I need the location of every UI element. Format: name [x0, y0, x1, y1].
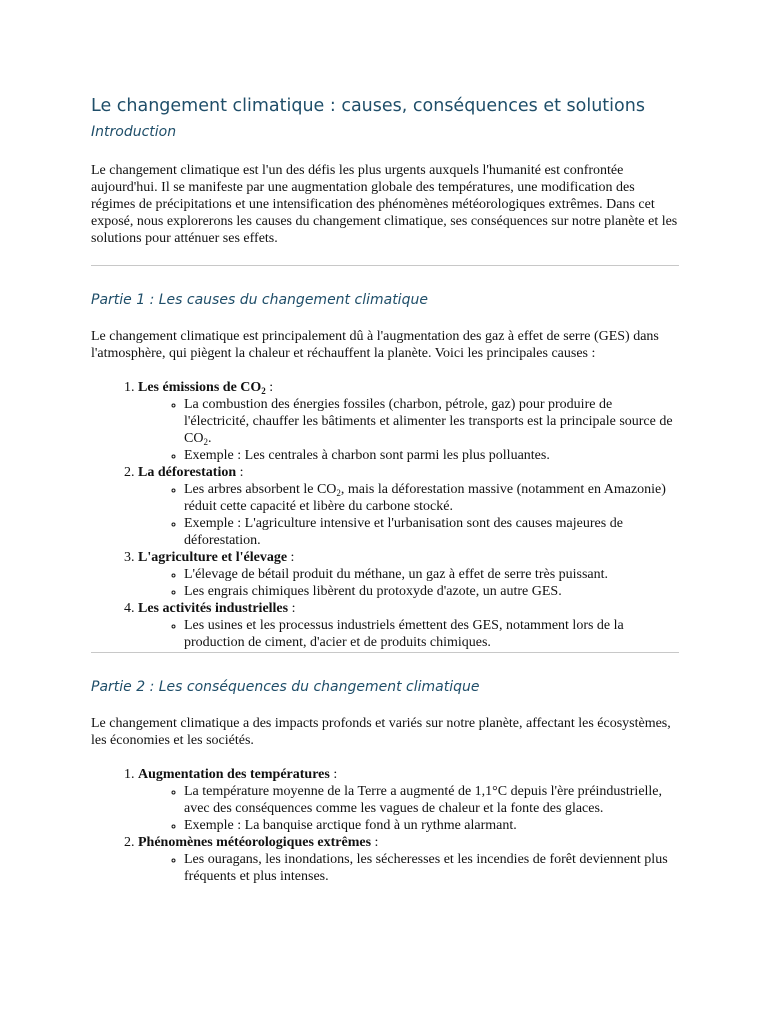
item-title: Phénomènes météorologiques extrêmes	[138, 835, 372, 850]
item-title: L'agriculture et l'élevage	[138, 550, 288, 565]
sub-list	[138, 481, 679, 549]
document-content	[91, 95, 679, 885]
sub-list-item: ◦ Exemple : La banquise arctique fond à un rythme alarmant.	[184, 817, 679, 834]
sub-list-item: ◦ Les arbres absorbent le $CO_2$, mais la déforestation massive (notamment en Amazonie) réduit cette capacité et libère du carbone stocké.	[184, 481, 679, 515]
sub-list	[138, 783, 679, 834]
part1-causes-list	[91, 379, 679, 651]
sub-list-item: ◦ Exemple : Les centrales à charbon sont parmi les plus polluantes.	[184, 447, 679, 464]
sub-list	[138, 851, 679, 885]
sub-list	[138, 396, 679, 464]
intro-paragraph: Le changement climatique est l'un des défis les plus urgents auxquels l'humanité est confrontée aujourd'hui. Il se manifeste par une augmentation globale des températures, une modification des régimes de précipitations et une intensification des phénomènes météorologiques extrêmes. Dans cet exposé, nous explorerons les causes du changement climatique, ses conséquences sur notre planète et les solutions pour atténuer ses effets.	[91, 163, 678, 246]
sub-list-item: ◦ Exemple : L'agriculture intensive et l'urbanisation sont des causes majeures de déforestation.	[184, 515, 679, 549]
item-title: La déforestation	[138, 465, 237, 480]
sub-list-item: ◦ Les usines et les processus industriels émettent des GES, notamment lors de la production de ciment, d'acier et de produits chimiques.	[184, 617, 679, 651]
item-title: Augmentation des températures	[138, 767, 330, 782]
sub-list-item: ◦ La température moyenne de la Terre a augmenté de 1,1°C depuis l'ère préindustrielle, avec des conséquences comme les vagues de chaleur et la fonte des glaces.	[184, 783, 679, 817]
intro-heading: Introduction	[91, 124, 177, 140]
item-title: Les activités industrielles	[138, 601, 289, 616]
part2-consequences-list	[91, 766, 679, 885]
document-title: Le changement climatique : causes, conséquences et solutions	[91, 96, 645, 116]
list-item: 2. Phénomènes météorologiques extrêmes : ◦ Les ouragans, les inondations, les sécheresses et les incendies de forêt deviennent plus fréquents et plus intenses.	[138, 834, 679, 885]
part2-paragraph: Le changement climatique a des impacts profonds et variés sur notre planète, affectant les écosystèmes, les économies et les sociétés.	[91, 716, 671, 748]
item-title: Les émissions de $CO_2$	[138, 380, 266, 396]
sub-list-item: ◦ La combustion des énergies fossiles (charbon, pétrole, gaz) pour produire de l'électricité, chauffer les bâtiments et alimenter les transports est la principale source de $CO_2$.	[184, 396, 679, 447]
section-divider	[91, 265, 679, 266]
sub-list	[138, 617, 679, 651]
list-item: 2. La déforestation : ◦ Les arbres absorbent le $CO_2$, mais la déforestation massive (notamment en Amazonie) réduit cette capacité et libère du carbone stocké. ◦ Exemple : L'agriculture intensive et l'urbanisation sont des causes majeures de déforestation.	[138, 464, 679, 549]
sub-list-item: ◦ Les engrais chimiques libèrent du protoxyde d'azote, un autre GES.	[184, 583, 679, 600]
section-divider	[91, 652, 679, 653]
sub-list-item: ◦ L'élevage de bétail produit du méthane, un gaz à effet de serre très puissant.	[184, 566, 679, 583]
sub-list	[138, 566, 679, 600]
list-item: 1. Les émissions de $CO_2$ : ◦ La combustion des énergies fossiles (charbon, pétrole, gaz) pour produire de l'électricité, chauffer les bâtiments et alimenter les transports est la principale source de $CO_2$. ◦ Exemple : Les centrales à charbon sont parmi les plus polluantes.	[138, 379, 679, 464]
part2-heading: Partie 2 : Les conséquences du changement climatique	[91, 679, 480, 695]
list-item: 1. Augmentation des températures : ◦ La température moyenne de la Terre a augmenté de 1,1°C depuis l'ère préindustrielle, avec des conséquences comme les vagues de chaleur et la fonte des glaces. ◦ Exemple : La banquise arctique fond à un rythme alarmant.	[138, 766, 679, 834]
sub-list-item: ◦ Les ouragans, les inondations, les sécheresses et les incendies de forêt deviennent plus fréquents et plus intenses.	[184, 851, 679, 885]
part1-heading: Partie 1 : Les causes du changement climatique	[91, 292, 428, 308]
part1-paragraph: Le changement climatique est principalement dû à l'augmentation des gaz à effet de serre (GES) dans l'atmosphère, qui piègent la chaleur et réchauffent la planète. Voici les principales causes :	[91, 329, 659, 361]
list-item: 4. Les activités industrielles : ◦ Les usines et les processus industriels émettent des GES, notamment lors de la production de ciment, d'acier et de produits chimiques.	[138, 600, 679, 651]
list-item: 3. L'agriculture et l'élevage : ◦ L'élevage de bétail produit du méthane, un gaz à effet de serre très puissant. ◦ Les engrais chimiques libèrent du protoxyde d'azote, un autre GES.	[138, 549, 679, 600]
